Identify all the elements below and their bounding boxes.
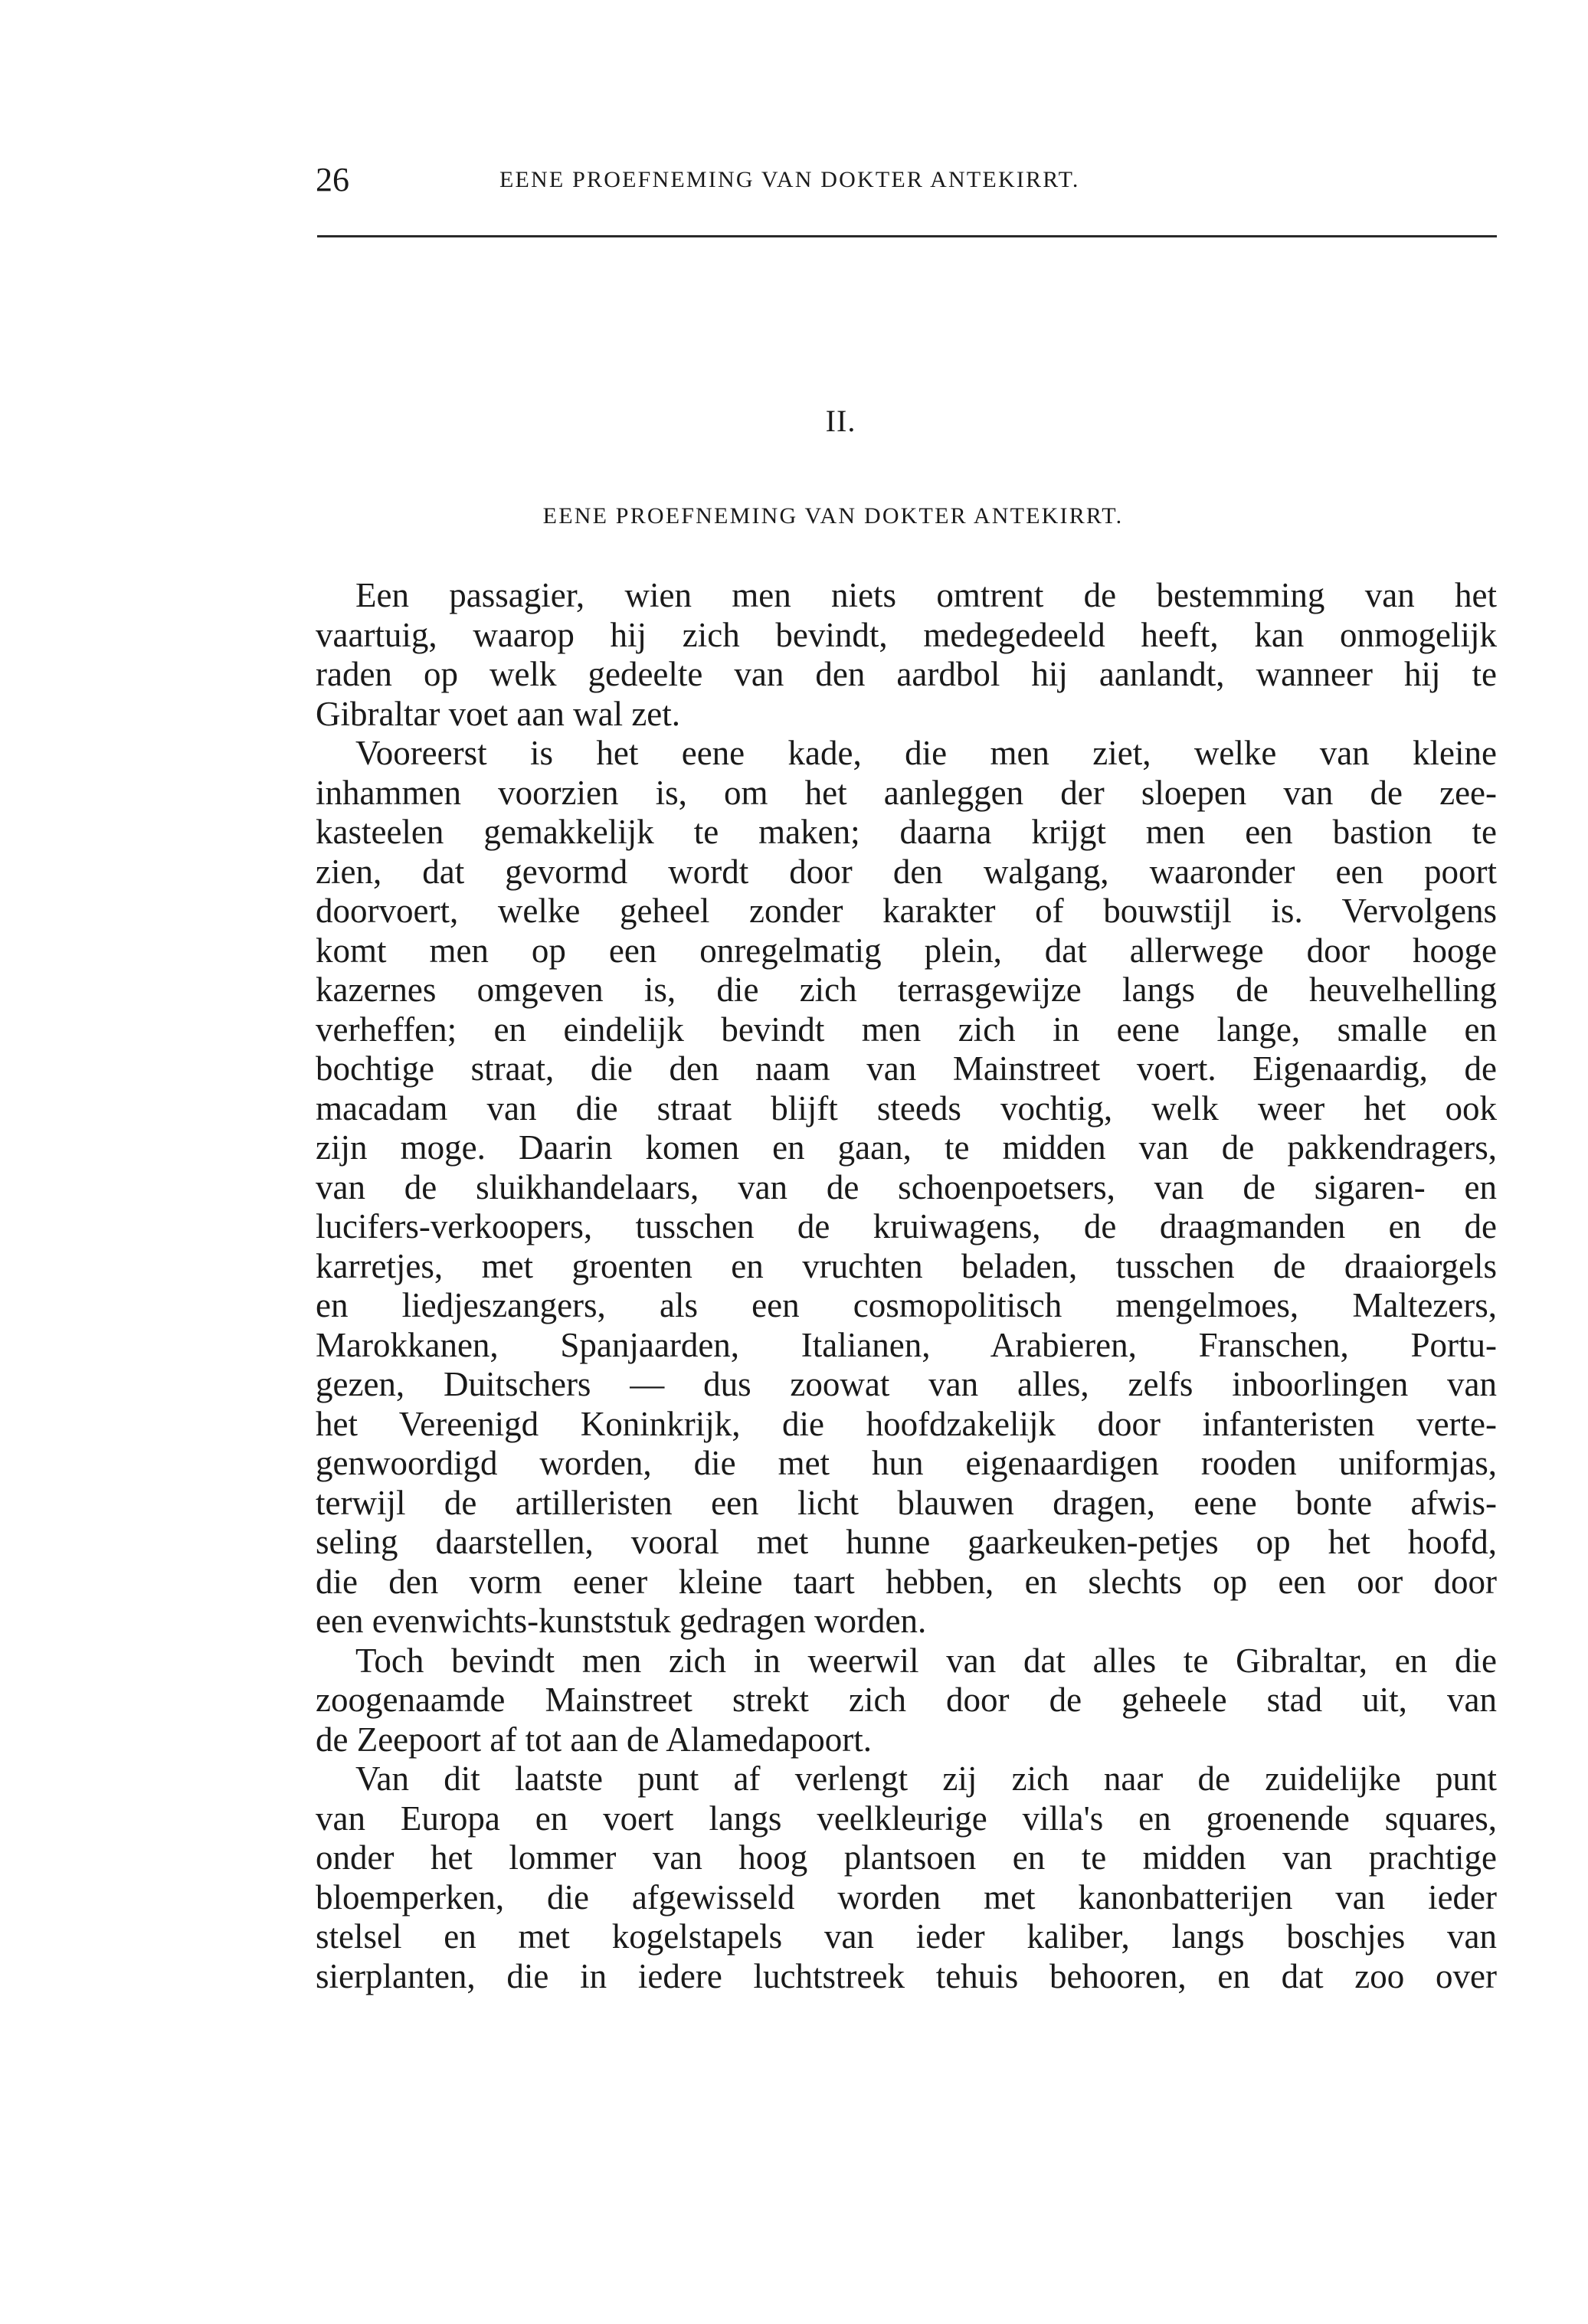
header-rule <box>317 235 1497 237</box>
text-line: Van dit laatste punt af verlengt zij zich naar de zuidelijke punt <box>355 1759 1497 1798</box>
text-line: doorvoert, welke geheel zonder karakter of bouwstijl is. Vervolgens <box>316 892 1497 930</box>
text-line: karretjes, met groenten en vruchten beladen, tusschen de draaiorgels <box>316 1246 1497 1285</box>
text-line: bochtige straat, die den naam van Mainstreet voert. Eigenaardig, de <box>316 1049 1497 1088</box>
text-line: de Zeepoort af tot aan de Alamedapoort. <box>316 1720 872 1759</box>
running-title: EENE PROEFNEMING VAN DOKTER ANTEKIRRT. <box>499 167 1080 192</box>
text-line: verheffen; en eindelijk bevindt men zich in eene lange, smalle en <box>316 1010 1497 1049</box>
text-line: kasteelen gemakkelijk te maken; daarna krijgt men een bastion te <box>316 813 1497 851</box>
chapter-title: EENE PROEFNEMING VAN DOKTER ANTEKIRRT. <box>542 503 1124 529</box>
text-line: zijn moge. Daarin komen en gaan, te midden van de pakkendragers, <box>316 1128 1497 1167</box>
body-text <box>316 576 1497 1996</box>
text-line: die den vorm eener kleine taart hebben, en slechts op een oor door <box>316 1562 1497 1601</box>
text-line: sierplanten, die in iedere luchtstreek tehuis behooren, en dat zoo over <box>316 1956 1497 1995</box>
text-line: genwoordigd worden, die met hun eigenaardigen rooden uniformjas, <box>316 1444 1497 1482</box>
text-line: kazernes omgeven is, die zich terrasgewijze langs de heuvelhelling <box>316 971 1497 1009</box>
text-line: en liedjeszangers, als een cosmopolitisch mengelmoes, Maltezers, <box>316 1286 1497 1324</box>
text-line: onder het lommer van hoog plantsoen en te midden van prachtige <box>316 1838 1497 1877</box>
text-line: seling daarstellen, vooral met hunne gaarkeuken-petjes op het hoofd, <box>316 1523 1497 1561</box>
text-line: Een passagier, wien men niets omtrent de bestemming van het <box>355 576 1497 614</box>
text-line: gezen, Duitschers — dus zoowat van alles, zelfs inboorlingen van <box>316 1365 1497 1403</box>
text-line: macadam van die straat blijft steeds vochtig, welk weer het ook <box>316 1088 1497 1128</box>
text-line: Vooreerst is het eene kade, die men ziet, welke van kleine <box>355 734 1497 772</box>
paragraph <box>316 1642 1497 1760</box>
text-line: een evenwichts-kunststuk gedragen worden. <box>316 1602 927 1640</box>
text-line: bloemperken, die afgewisseld worden met kanonbatterijen van ieder <box>316 1877 1497 1916</box>
paragraph <box>316 576 1497 734</box>
paragraph <box>316 1759 1497 1996</box>
text-line: Gibraltar voet aan wal zet. <box>316 694 681 733</box>
chapter-number: II. <box>825 404 856 438</box>
text-line: Toch bevindt men zich in weerwil van dat alles te Gibraltar, en die <box>355 1641 1497 1680</box>
text-line: Marokkanen, Spanjaarden, Italianen, Arabieren, Franschen, Portu- <box>316 1325 1497 1364</box>
text-line: het Vereenigd Koninkrijk, die hoofdzakelijk door infanteristen verte- <box>316 1404 1497 1443</box>
running-head <box>316 157 1498 203</box>
text-line: lucifers-verkoopers, tusschen de kruiwagens, de draagmanden en de <box>316 1207 1497 1245</box>
page-number: 26 <box>316 161 349 198</box>
text-line: stelsel en met kogelstapels van ieder kaliber, langs boschjes van <box>316 1917 1497 1956</box>
text-line: zoogenaamde Mainstreet strekt zich door de geheele stad uit, van <box>316 1681 1497 1719</box>
text-line: zien, dat gevormd wordt door den walgang, waaronder een poort <box>316 852 1497 891</box>
text-line: vaartuig, waarop hij zich bevindt, medegedeeld heeft, kan onmogelijk <box>316 615 1497 654</box>
text-line: van Europa en voert langs veelkleurige villa's en groenende squares, <box>316 1799 1497 1838</box>
text-line: van de sluikhandelaars, van de schoenpoetsers, van de sigaren- en <box>316 1167 1497 1206</box>
text-line: inhammen voorzien is, om het aanleggen der sloepen van de zee- <box>316 773 1497 812</box>
paragraph <box>316 734 1497 1642</box>
text-line: terwijl de artilleristen een licht blauwen dragen, eene bonte afwis- <box>316 1483 1497 1522</box>
text-line: raden op welk gedeelte van den aardbol hij aanlandt, wanneer hij te <box>316 655 1497 693</box>
text-line: komt men op een onregelmatig plein, dat allerwege door hooge <box>316 931 1497 970</box>
